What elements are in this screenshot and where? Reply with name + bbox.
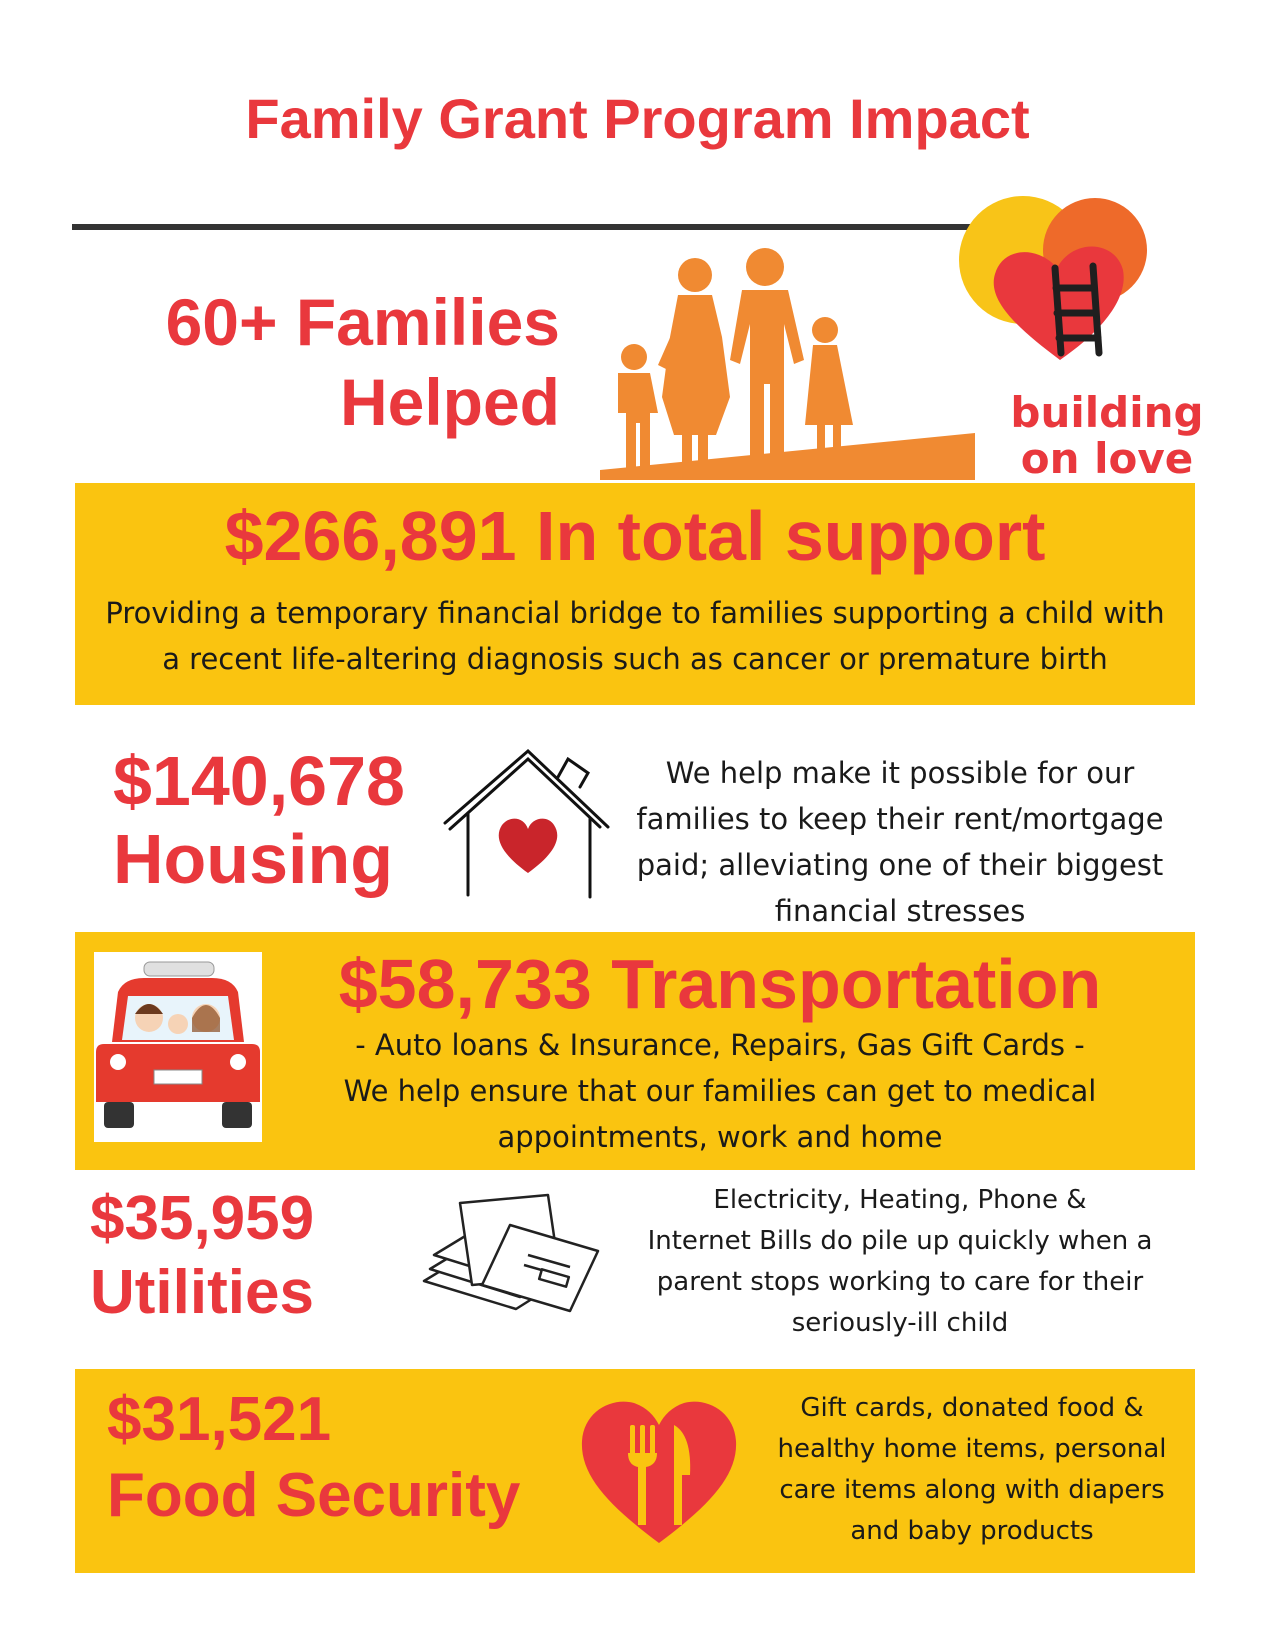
housing-desc-line-1: We help make it possible for our <box>665 756 1135 790</box>
food-desc-line-1: Gift cards, donated food & <box>800 1393 1144 1423</box>
housing-desc-line-2: families to keep their rent/mortgage <box>636 802 1164 836</box>
housing-label: Housing <box>113 820 393 898</box>
page-title: Family Grant Program Impact <box>245 87 1030 150</box>
car-image-frame <box>94 952 262 1142</box>
transport-desc-line-1: - Auto loans & Insurance, Repairs, Gas Gift Cards - <box>355 1028 1085 1062</box>
utilities-description <box>620 1180 1180 1344</box>
heart-fork-knife-icon <box>578 1395 740 1545</box>
housing-desc-line-4: financial stresses <box>774 894 1026 928</box>
family-car-icon <box>94 952 262 1142</box>
families-helped-heading <box>166 282 560 442</box>
food-amount: $31,521 <box>107 1385 332 1454</box>
housing-description <box>612 750 1188 934</box>
transportation-amount: $58,733 Transportation <box>338 945 1102 1023</box>
total-desc-line-2: a recent life-altering diagnosis such as cancer or premature birth <box>162 642 1108 676</box>
utilities-desc-line-1: Electricity, Heating, Phone & <box>713 1185 1087 1215</box>
food-amount-block <box>107 1382 520 1534</box>
housing-amount: $140,678 <box>113 742 405 820</box>
family-silhouette-icon <box>600 245 975 480</box>
house-heart-icon <box>440 745 615 905</box>
housing-desc-line-3: paid; alleviating one of their biggest <box>636 848 1164 882</box>
food-desc-line-3: care items along with diapers <box>779 1475 1165 1505</box>
families-line-2: Helped <box>339 365 560 439</box>
total-support-description <box>75 590 1195 682</box>
utilities-desc-line-2: Internet Bills do pile up quickly when a <box>647 1226 1153 1256</box>
utilities-amount: $35,959 <box>90 1184 315 1253</box>
transport-desc-line-2: We help ensure that our families can get to medical <box>343 1074 1097 1108</box>
utilities-label: Utilities <box>90 1258 314 1327</box>
logo-line-1: building <box>1010 388 1204 437</box>
logo-wordmark <box>1002 390 1212 482</box>
total-desc-line-1: Providing a temporary financial bridge to families supporting a child with <box>105 596 1165 630</box>
food-desc-line-2: healthy home items, personal <box>777 1434 1167 1464</box>
title-divider <box>72 224 998 230</box>
building-on-love-logo <box>955 188 1200 388</box>
transport-desc-line-3: appointments, work and home <box>497 1120 943 1154</box>
transportation-description <box>290 1022 1150 1160</box>
bills-icon <box>420 1185 610 1335</box>
food-desc-line-4: and baby products <box>850 1516 1094 1546</box>
logo-line-2: on love <box>1020 434 1194 483</box>
food-security-description <box>752 1388 1192 1552</box>
food-label: Food Security <box>107 1461 521 1530</box>
utilities-desc-line-3: parent stops working to care for their <box>656 1267 1144 1297</box>
utilities-desc-line-4: seriously-ill child <box>791 1308 1009 1338</box>
families-line-1: 60+ Families <box>165 285 560 359</box>
utilities-amount-block <box>90 1182 314 1330</box>
total-support-amount: $266,891 In total support <box>224 497 1046 575</box>
housing-amount-block <box>113 742 405 898</box>
